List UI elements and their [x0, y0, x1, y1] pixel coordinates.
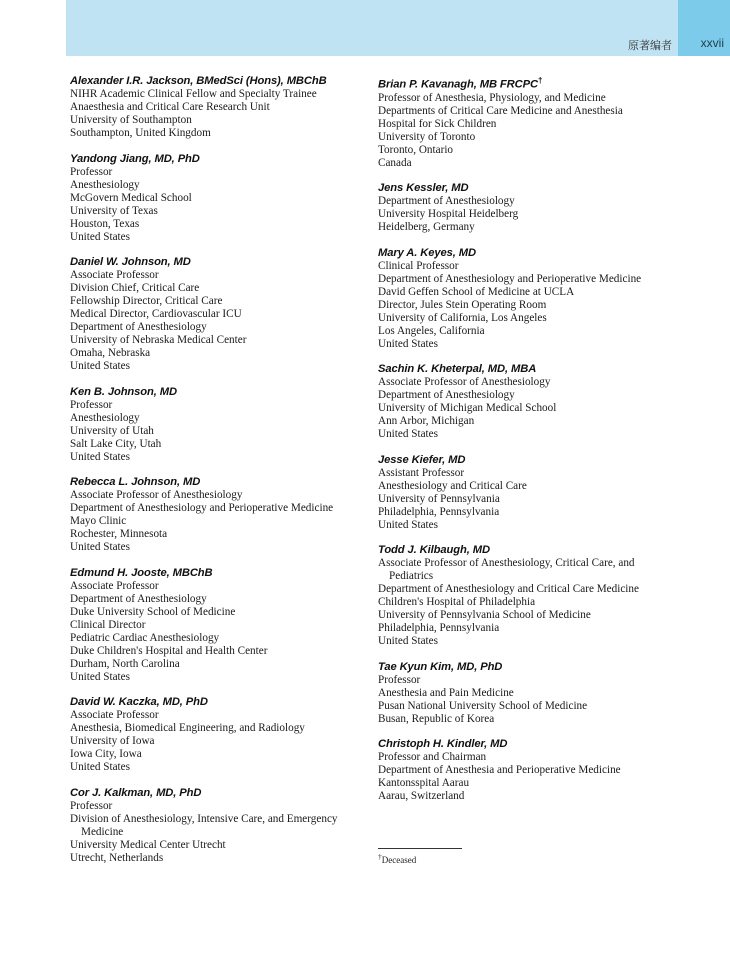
contributor-entry	[378, 660, 688, 726]
affiliation-line: United States	[70, 761, 130, 773]
affiliation-line: University of Utah	[70, 424, 154, 437]
contributor-name-text: Jens Kessler, MD	[378, 182, 469, 195]
affiliation-line: Anesthesiology and Critical Care	[378, 479, 527, 492]
affiliation-line: Rochester, Minnesota	[70, 528, 168, 540]
contributor-entry	[378, 543, 688, 648]
affiliation-line: Children's Hospital of Philadelphia	[378, 596, 536, 609]
contributor-name	[70, 74, 365, 88]
affiliation-line: Division of Anesthesiology, Intensive Care, and Emergency	[70, 812, 338, 825]
contributor-name-text: Brian P. Kavanagh, MB FRCPC	[378, 78, 538, 91]
affiliation-line: Toronto, Ontario	[378, 143, 454, 156]
affiliation-line: Professor and Chairman	[378, 751, 487, 764]
affiliation-line: University of Pennsylvania School of Medicine	[378, 609, 591, 622]
affiliation-line: Ann Arbor, Michigan	[378, 415, 475, 428]
affiliation-line: Clinical Director	[70, 618, 146, 631]
footnote-rule	[378, 848, 462, 849]
affiliation-line: Associate Professor	[70, 269, 159, 281]
affiliation-line: United States	[378, 428, 438, 441]
affiliation-line: Department of Anesthesiology	[378, 195, 515, 208]
page-number-box	[678, 0, 730, 56]
affiliation-line: Associate Professor	[70, 709, 159, 721]
contributor-name-text: Cor J. Kalkman, MD, PhD	[70, 786, 202, 799]
affiliation-line: Kantonsspital Aarau	[378, 777, 470, 790]
contributor-name-text: Jesse Kiefer, MD	[378, 453, 466, 466]
footnote-mark: †	[378, 852, 382, 861]
affiliation-line: United States	[70, 541, 130, 553]
affiliation-line: Fellowship Director, Critical Care	[70, 295, 223, 307]
footnote	[378, 852, 416, 865]
contributor-name	[378, 362, 688, 376]
contributor-name-text: Mary A. Keyes, MD	[378, 246, 476, 259]
affiliation-line: United States	[378, 337, 438, 350]
affiliation-line: Southampton, United Kingdom	[70, 127, 211, 139]
affiliation-line: McGovern Medical School	[70, 191, 192, 204]
affiliation-line: Medicine	[81, 825, 124, 838]
affiliation-line: Busan, Republic of Korea	[378, 712, 495, 725]
affiliation-line: Philadelphia, Pennsylvania	[378, 622, 500, 635]
page-number: xxvii	[700, 36, 724, 50]
affiliation-line: Medical Director, Cardiovascular ICU	[70, 308, 242, 320]
affiliation-line: University Medical Center Utrecht	[70, 838, 226, 851]
affiliation-line: Department of Anesthesiology and Critical Care Medicine	[378, 583, 639, 596]
contributor-name-text: Ken B. Johnson, MD	[70, 385, 177, 398]
affiliation-line: Anaesthesia and Critical Care Research Unit	[70, 101, 270, 113]
affiliation-line: Clinical Professor	[378, 259, 459, 272]
affiliation-line: University of Southampton	[70, 114, 192, 126]
affiliation-line: Professor	[70, 398, 113, 411]
contributor-name	[70, 475, 365, 489]
header-band	[66, 0, 730, 56]
contributor-entry	[70, 695, 365, 774]
affiliation-line: United States	[70, 670, 130, 683]
contributor-entry	[70, 152, 365, 244]
contributor-entry	[378, 181, 688, 234]
affiliation-line: Los Angeles, California	[378, 324, 485, 337]
contributor-name	[70, 255, 365, 269]
affiliation-line: Hospital for Sick Children	[378, 117, 497, 130]
affiliation-line: Division Chief, Critical Care	[70, 282, 200, 294]
affiliation-line: Mayo Clinic	[70, 515, 127, 527]
contributor-name	[378, 660, 688, 674]
affiliation-line: United States	[70, 360, 130, 372]
affiliation-line: Pusan National University School of Medicine	[378, 699, 588, 712]
contributor-name-text: Tae Kyun Kim, MD, PhD	[378, 660, 503, 673]
affiliation-line: Professor	[70, 799, 113, 812]
affiliation-line: Omaha, Nebraska	[70, 347, 151, 359]
affiliation-line: Houston, Texas	[70, 217, 140, 230]
contributor-entry	[378, 737, 688, 803]
contributor-name	[70, 786, 365, 800]
affiliation-line: Iowa City, Iowa	[70, 748, 142, 760]
affiliation-line: Utrecht, Netherlands	[70, 851, 164, 864]
affiliation-line: Department of Anesthesiology and Perioperative Medicine	[378, 272, 642, 285]
section-title: 原著编者	[628, 39, 672, 52]
contributor-entry	[378, 246, 688, 351]
contributor-entry	[378, 362, 688, 441]
affiliation-line: Anesthesia, Biomedical Engineering, and Radiology	[70, 722, 305, 734]
affiliation-line: Department of Anesthesiology	[70, 592, 207, 605]
affiliation-line: Pediatrics	[389, 570, 434, 583]
contributor-name-text: Christoph H. Kindler, MD	[378, 738, 508, 751]
affiliation-line: Professor	[70, 165, 113, 178]
affiliation-line: Duke University School of Medicine	[70, 605, 236, 618]
contributor-name	[378, 453, 688, 467]
contributor-name	[378, 74, 688, 92]
affiliation-line: Professor of Anesthesia, Physiology, and Medicine	[378, 91, 606, 104]
contributor-entry	[378, 74, 688, 170]
affiliation-line: University of Pennsylvania	[378, 492, 500, 505]
contributor-entry	[70, 385, 365, 464]
affiliation-line: United States	[378, 518, 438, 531]
affiliation-line: Associate Professor of Anesthesiology	[70, 489, 243, 501]
affiliation-line: United States	[70, 450, 130, 463]
affiliation-line: Salt Lake City, Utah	[70, 437, 162, 450]
affiliation-line: Associate Professor	[70, 579, 159, 592]
affiliation-line: Director, Jules Stein Operating Room	[378, 298, 547, 311]
affiliation-line: Anesthesia and Pain Medicine	[378, 686, 514, 699]
affiliation-line: Philadelphia, Pennsylvania	[378, 505, 500, 518]
contributors-right-column	[378, 74, 688, 815]
affiliation-line: United States	[70, 230, 130, 243]
contributor-name-text: Todd J. Kilbaugh, MD	[378, 544, 490, 557]
affiliation-line: Assistant Professor	[378, 466, 465, 479]
affiliation-line: University of Iowa	[70, 735, 155, 747]
contributor-name-text: Rebecca L. Johnson, MD	[70, 476, 201, 488]
contributor-entry	[70, 74, 365, 140]
contributor-name-text: Edmund H. Jooste, MBChB	[70, 566, 213, 579]
affiliation-line: University of California, Los Angeles	[378, 311, 547, 324]
contributor-name-text: David W. Kaczka, MD, PhD	[70, 696, 208, 708]
affiliation-line: Canada	[378, 156, 412, 169]
contributors-left-column	[70, 74, 365, 876]
contributor-name	[378, 543, 688, 557]
affiliation-line: Pediatric Cardiac Anesthesiology	[70, 631, 220, 644]
affiliation-line: University of Texas	[70, 204, 158, 217]
contributor-entry	[70, 566, 365, 684]
affiliation-line: Durham, North Carolina	[70, 657, 180, 670]
contributor-name	[70, 152, 365, 166]
affiliation-line: Aarau, Switzerland	[378, 790, 465, 803]
affiliation-line: United States	[378, 635, 438, 648]
affiliation-line: Department of Anesthesiology and Perioperative Medicine	[70, 502, 334, 514]
affiliation-line: Associate Professor of Anesthesiology	[378, 376, 551, 389]
contributor-entry	[70, 255, 365, 373]
affiliation-line: University of Nebraska Medical Center	[70, 334, 247, 346]
contributor-entry	[378, 453, 688, 532]
contributor-name-text: Yandong Jiang, MD, PhD	[70, 152, 200, 165]
footnote-text: Deceased	[381, 855, 417, 865]
affiliation-line: Anesthesiology	[70, 411, 140, 424]
affiliation-line: Heidelberg, Germany	[378, 221, 475, 234]
contributor-name	[70, 566, 365, 580]
affiliation-line: Department of Anesthesia and Perioperative Medicine	[378, 764, 621, 777]
contributor-entry	[70, 475, 365, 554]
affiliation-line: Professor	[378, 673, 421, 686]
affiliation-line: NIHR Academic Clinical Fellow and Specialty Trainee	[70, 88, 317, 100]
affiliation-line: Department of Anesthesiology	[70, 321, 207, 333]
contributor-name-text: Alexander I.R. Jackson, BMedSci (Hons), MBChB	[70, 75, 327, 87]
affiliation-line: Duke Children's Hospital and Health Center	[70, 644, 268, 657]
affiliation-line: University of Toronto	[378, 130, 476, 143]
contributor-name	[378, 181, 688, 195]
contributor-name	[70, 385, 365, 399]
contributor-name	[378, 737, 688, 751]
deceased-mark: †	[537, 76, 543, 85]
contributor-name-text: Daniel W. Johnson, MD	[70, 256, 191, 268]
contributor-entry	[70, 786, 365, 865]
contributor-name	[70, 695, 365, 709]
contributor-name-text: Sachin K. Kheterpal, MD, MBA	[378, 363, 537, 376]
affiliation-line: University Hospital Heidelberg	[378, 208, 519, 221]
affiliation-line: University of Michigan Medical School	[378, 402, 557, 415]
affiliation-line: Departments of Critical Care Medicine and Anesthesia	[378, 104, 623, 117]
affiliation-line: Department of Anesthesiology	[378, 389, 515, 402]
affiliation-line: Associate Professor of Anesthesiology, Critical Care, and	[378, 557, 635, 570]
affiliation-line: Anesthesiology	[70, 178, 140, 191]
affiliation-line: David Geffen School of Medicine at UCLA	[378, 285, 575, 298]
contributor-name	[378, 246, 688, 260]
